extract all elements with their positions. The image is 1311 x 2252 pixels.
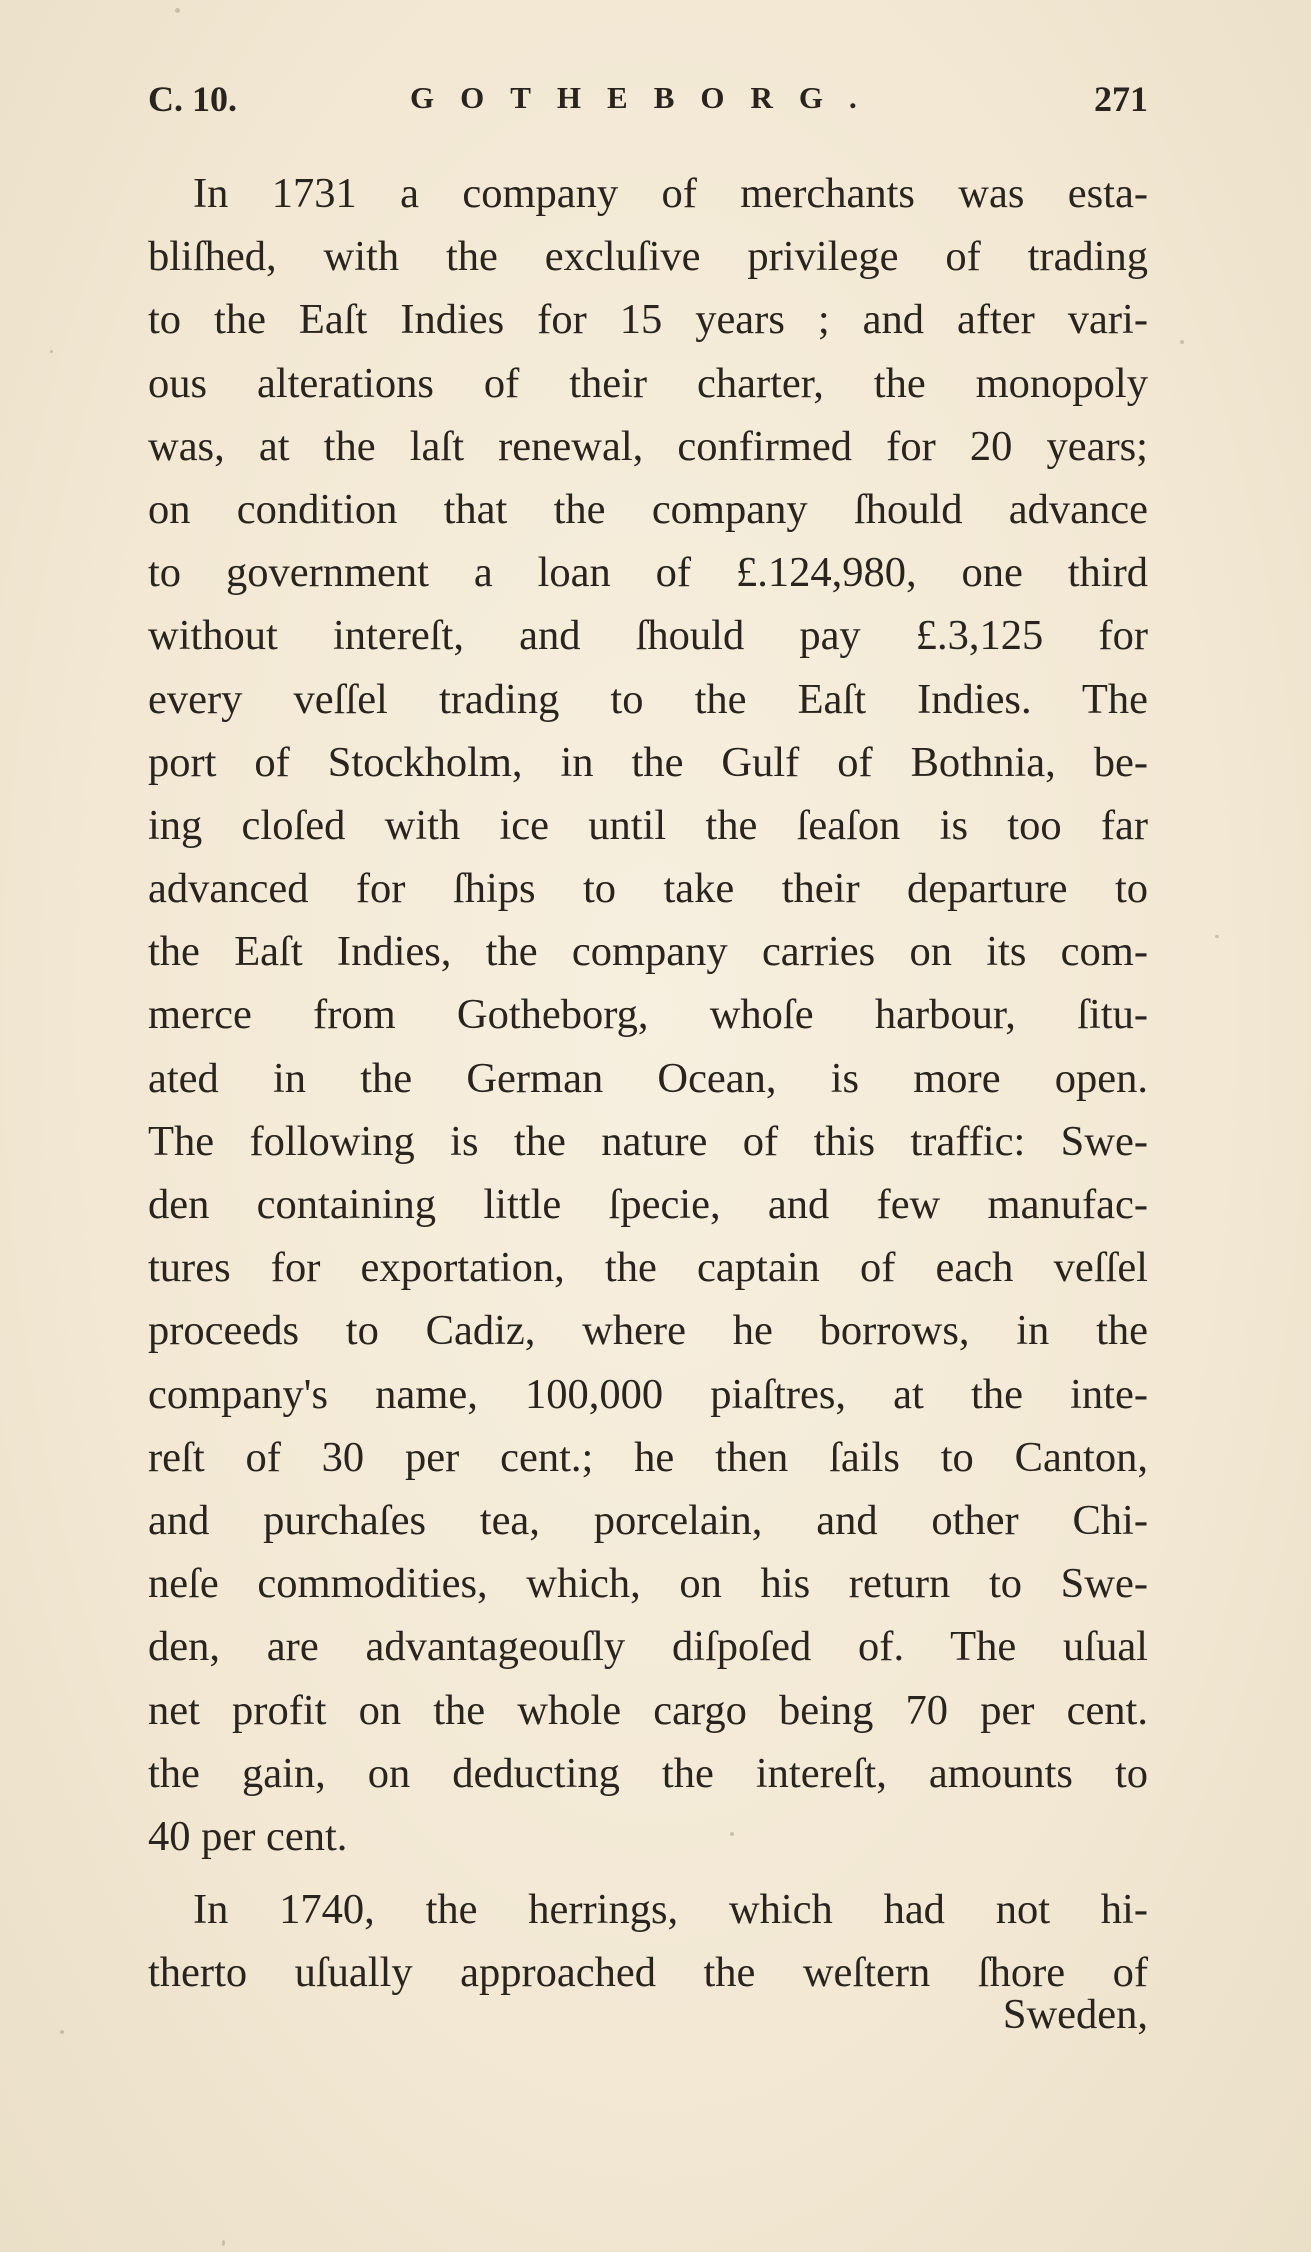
running-title: GOTHEBORG. bbox=[410, 80, 883, 115]
text-line: den containing little ſpecie, and few manufac- bbox=[148, 1181, 1148, 1228]
paper-speck bbox=[730, 1832, 734, 1836]
text-line: every veſſel trading to the Eaſt Indies. The bbox=[148, 675, 1148, 723]
paper-speck bbox=[60, 2030, 64, 2034]
page-number: 271 bbox=[1094, 79, 1148, 119]
text-line: the Eaſt Indies, the company carries on its com- bbox=[148, 928, 1148, 976]
text-line: to the Eaſt Indies for 15 years ; and after vari- bbox=[148, 296, 1148, 344]
text-line: the gain, on deducting the intereſt, amounts to bbox=[148, 1749, 1148, 1797]
text-line: to government a loan of £.124,980, one third bbox=[148, 549, 1148, 597]
text-line: 40 per cent. bbox=[148, 1812, 348, 1860]
text-line: bliſhed, with the excluſive privilege of trading bbox=[148, 233, 1148, 281]
running-header bbox=[148, 78, 1148, 138]
text-line: company's name, 100,000 piaſtres, at the inte- bbox=[148, 1370, 1148, 1418]
text-line: without intereſt, and ſhould pay £.3,125 for bbox=[148, 612, 1148, 660]
text-line: neſe commodities, which, on his return to Swe- bbox=[148, 1560, 1148, 1608]
paper-speck bbox=[222, 2240, 225, 2246]
text-line: ous alterations of their charter, the monopoly bbox=[148, 359, 1148, 407]
text-line: ated in the German Ocean, is more open. bbox=[148, 1054, 1148, 1102]
text-line: tures for exportation, the captain of each veſſel bbox=[148, 1244, 1148, 1292]
text-line: therto uſually approached the weſtern ſhore of bbox=[148, 1949, 1148, 1997]
text-line: reſt of 30 per cent.; he then ſails to Canton, bbox=[148, 1433, 1148, 1481]
catchword: Sweden, bbox=[1002, 1991, 1148, 2038]
text-line: In 1740, the herrings, which had not hi- bbox=[193, 1886, 1148, 1934]
text-line: proceeds to Cadiz, where he borrows, in the bbox=[148, 1307, 1148, 1355]
text-line: In 1731 a company of merchants was esta- bbox=[193, 170, 1148, 217]
text-line: ing cloſed with ice until the ſeaſon is too far bbox=[148, 801, 1148, 849]
text-line: was, at the laſt renewal, confirmed for 20 years; bbox=[148, 422, 1148, 470]
text-line: The following is the nature of this traffic: Swe- bbox=[148, 1117, 1148, 1165]
text-line: on condition that the company ſhould advance bbox=[148, 485, 1148, 533]
paper-speck bbox=[1215, 935, 1219, 938]
chapter-label: C. 10. bbox=[148, 79, 237, 119]
paper-speck bbox=[50, 350, 53, 353]
text-line: den, are advantageouſly diſpoſed of. The uſual bbox=[148, 1623, 1148, 1671]
paper-speck bbox=[175, 8, 180, 13]
paper-speck bbox=[1180, 340, 1184, 344]
body-text bbox=[148, 162, 1148, 2004]
text-line: port of Stockholm, in the Gulf of Bothnia, be- bbox=[148, 738, 1148, 786]
text-line: net profit on the whole cargo being 70 per cent. bbox=[148, 1686, 1148, 1734]
text-line: advanced for ſhips to take their departure to bbox=[148, 865, 1148, 913]
text-line: and purchaſes tea, porcelain, and other Chi- bbox=[148, 1496, 1148, 1544]
text-line: merce from Gotheborg, whoſe harbour, ſitu- bbox=[148, 991, 1148, 1039]
